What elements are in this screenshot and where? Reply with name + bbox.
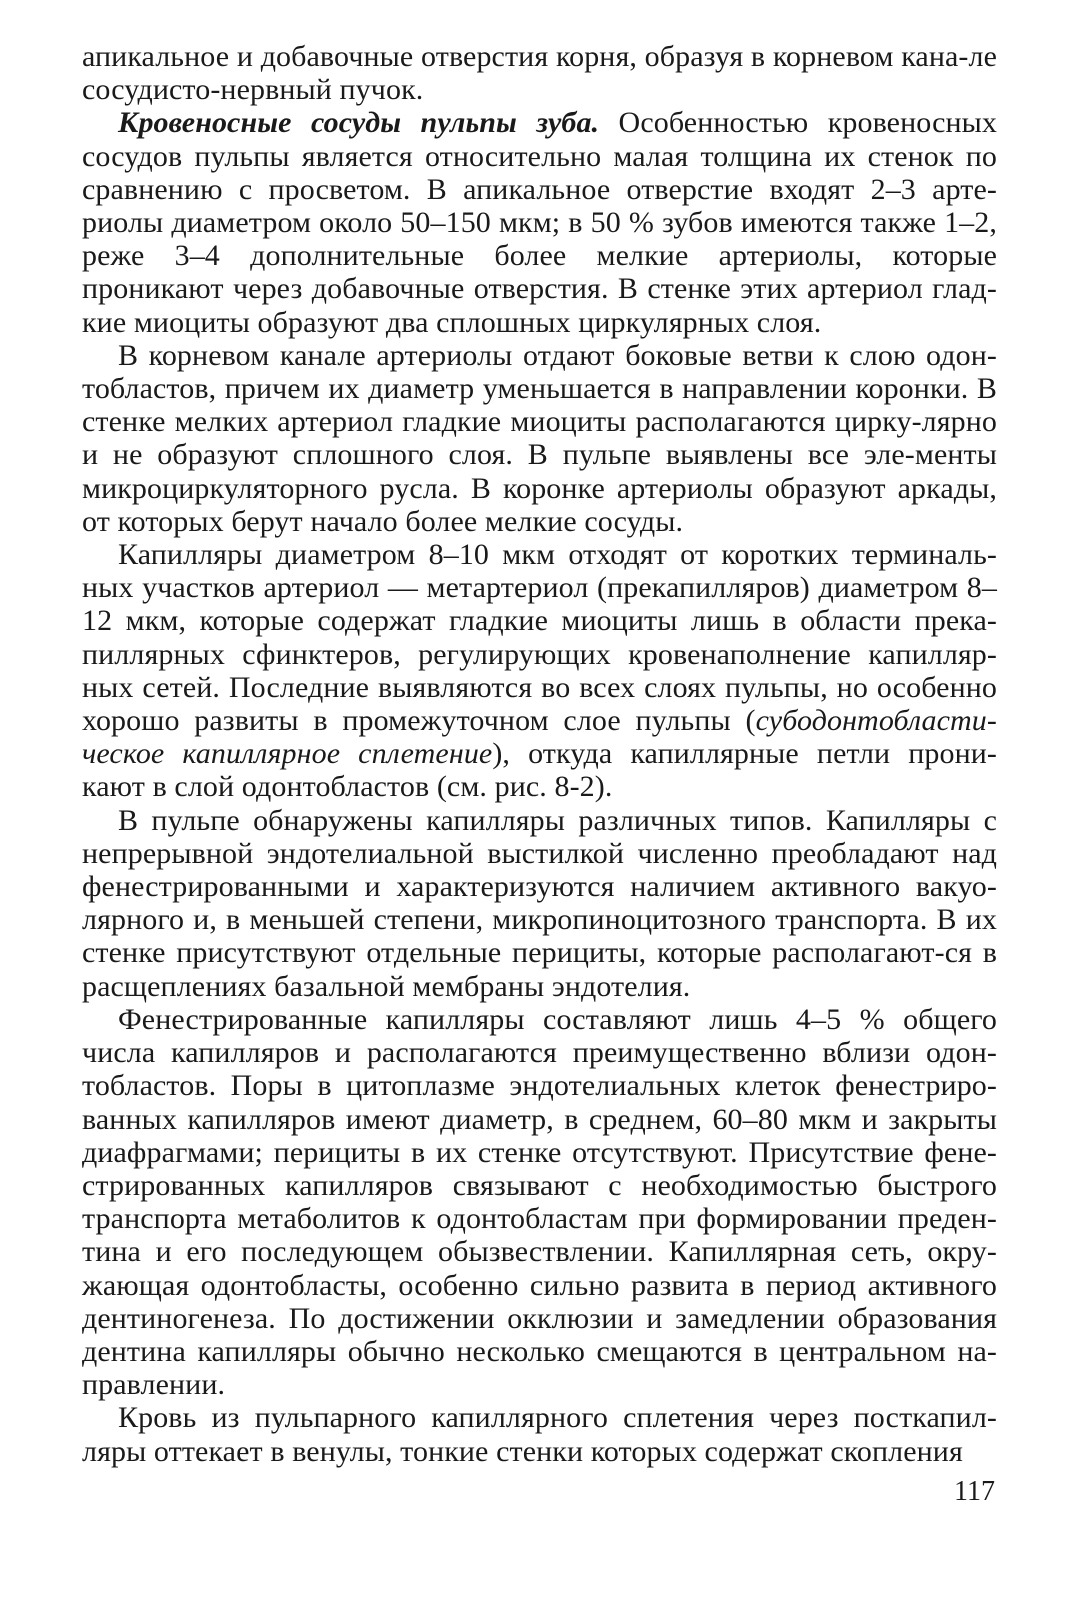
paragraph-text: Кровь из пульпарного капиллярного сплетения через посткапил-ляры оттекает в венулы, тонкие стенки которых содержат скопления: [82, 1401, 997, 1468]
paragraph-text: Капилляры диаметром 8–10 мкм отходят от коротких терминаль-ных участков артериол — метартериол (прекапилляров) диаметром 8–12 мкм, которые содержат гладкие миоциты лишь в области прека-пиллярных сфинктеров, регулирующих кровенаполнение капилляр-ных сетей. Последние выявляются во всех слоях пульпы, но особенно хорошо развиты в промежуточном слое пульпы (: [82, 538, 997, 738]
paragraph-capillaries: [82, 538, 997, 804]
italic-term: субодонтобласти-ческое капиллярное сплетение: [82, 704, 997, 771]
text-column: [82, 40, 997, 1468]
paragraph-continuation: [82, 40, 997, 106]
paragraph-text: Фенестрированные капилляры составляют лишь 4–5 % общего числа капилляров и располагаются преимущественно вблизи одон-тобластов. Поры в цитоплазме эндотелиальных клеток фенестриро-ванных капилляров имеют диаметр, в среднем, 60–80 мкм и закрыты диафрагмами; перициты в их стенке отсутствуют. Присутствие фене-стрированных капилляров связывают с необходимостью быстрого транспорта метаболитов к одонтобластам при формировании преден-тина и его последующем обызвествлении. Капиллярная сеть, окру-жающая одонтобласты, особенно сильно развита в период активного дентиногенеза. По достижении окклюзии и замедлении образования дентина капилляры обычно несколько смещаются в центральном на-правлении.: [82, 1002, 997, 1402]
paragraph-fenestrated: [82, 1003, 997, 1401]
paragraph-text: В пульпе обнаружены капилляры различных типов. Капилляры с непрерывной эндотелиальной выстилкой численно преобладают над фенестрированными и характеризуются наличием активного вакуо-лярного и, в меньшей степени, микропиноцитозного транспорта. В их стенке присутствуют отдельные перициты, которые располагают-ся в расщеплениях базальной мембраны эндотелия.: [82, 803, 997, 1003]
section-heading: Кровеносные сосуды пульпы зуба.: [118, 106, 600, 140]
paragraph-root-canal: [82, 339, 997, 538]
paragraph-text: ), откуда капиллярные петли прони-кают в слой одонтобластов (см. рис. 8-2).: [82, 737, 998, 804]
paragraph-blood-vessels: [82, 106, 997, 338]
paragraph-text: Особенностью кровеносных сосудов пульпы является относительно малая толщина их стенок по сравнению с просветом. В апикальное отверстие входят 2–3 арте-риолы диаметром около 50–150 мкм; в 50 % зубов имеются также 1–2, реже 3–4 дополнительные более мелкие артериолы, которые проникают через добавочные отверстия. В стенке этих артериол глад-кие миоциты образуют два сплошных циркулярных слоя.: [82, 106, 998, 339]
paragraph-text: В корневом канале артериолы отдают боковые ветви к слою одон-тобластов, причем их диаметр уменьшается в направлении коронки. В стенке мелких артериол гладкие миоциты располагаются цирку-лярно и не образуют сплошного слоя. В пульпе выявлены все эле-менты микроциркуляторного русла. В коронке артериолы образуют аркады, от которых берут начало более мелкие сосуды.: [82, 338, 997, 538]
paragraph-blood-outflow: [82, 1401, 997, 1467]
paragraph-capillary-types: [82, 804, 997, 1003]
paragraph-text: апикальное и добавочные отверстия корня, образуя в корневом кана-ле сосудисто-нервный пучок.: [82, 40, 997, 107]
page-number: 117: [954, 1476, 995, 1507]
